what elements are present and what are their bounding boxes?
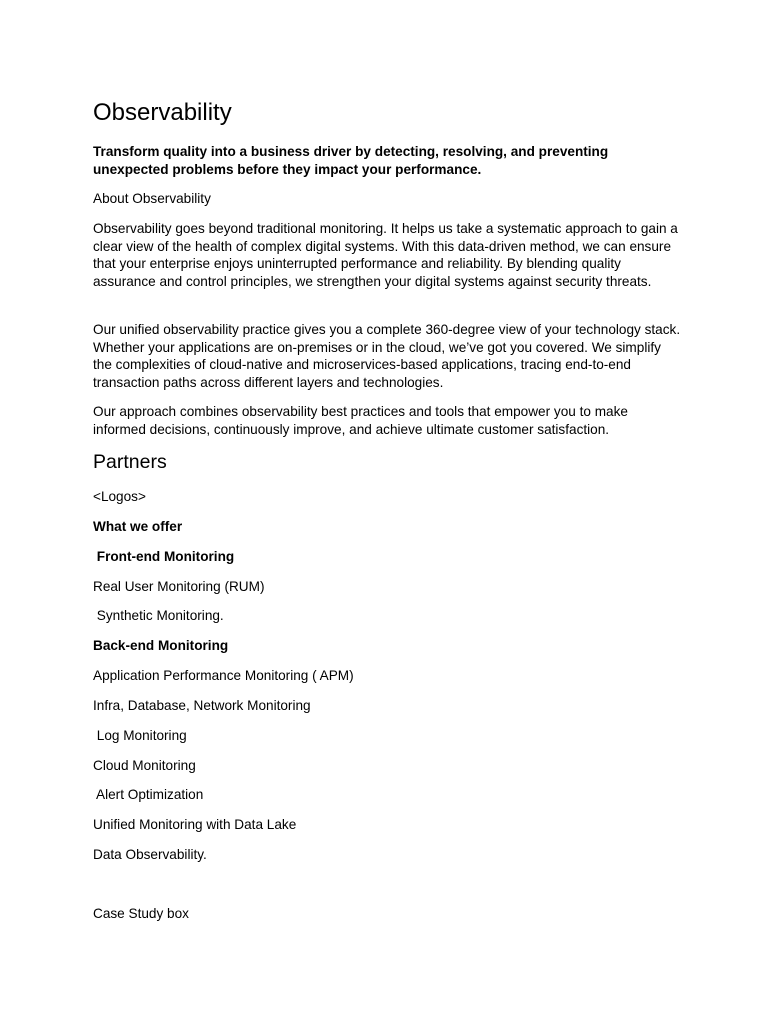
logos-placeholder: <Logos> bbox=[93, 489, 146, 504]
list-item: Unified Monitoring with Data Lake bbox=[93, 817, 297, 832]
list-item: Data Observability. bbox=[93, 847, 207, 862]
list-item: Cloud Monitoring bbox=[93, 758, 196, 773]
body-paragraph: Our approach combines observability best practices and tools that empower you to make informed decisions, continuously improve, and achieve ultimate customer satisfaction. bbox=[93, 404, 628, 437]
list-item: Application Performance Monitoring ( APM) bbox=[93, 668, 354, 683]
frontend-heading: Front-end Monitoring bbox=[93, 549, 235, 564]
page-title: Observability bbox=[93, 99, 232, 126]
list-item: Infra, Database, Network Monitoring bbox=[93, 698, 311, 713]
list-item: Log Monitoring bbox=[93, 728, 187, 743]
partners-heading: Partners bbox=[93, 451, 167, 473]
backend-heading: Back-end Monitoring bbox=[93, 638, 229, 653]
case-study-box: Case Study box bbox=[93, 906, 189, 921]
lead-paragraph: Transform quality into a business driver by detecting, resolving, and preventing unexpected problems before they impact your performance. bbox=[93, 144, 609, 177]
list-item: Synthetic Monitoring. bbox=[93, 608, 224, 623]
about-heading: About Observability bbox=[93, 191, 211, 206]
body-paragraph: Our unified observability practice gives you a complete 360-degree view of your technology stack. Whether your applications are on-premises or in the cloud, we’ve got you covered. We simplify the complexities of cloud-native and microservices-based applications, tracing end-to-end transaction paths across different layers and technologies. bbox=[93, 322, 681, 391]
offer-heading: What we offer bbox=[93, 519, 183, 534]
list-item: Alert Optimization bbox=[93, 787, 204, 802]
list-item: Real User Monitoring (RUM) bbox=[93, 579, 265, 594]
body-paragraph: Observability goes beyond traditional monitoring. It helps us take a systematic approach to gain a clear view of the health of complex digital systems. With this data-driven method, we can ensure that your enterprise enjoys uninterrupted performance and reliability. By blending quality assurance and control principles, we strengthen your digital systems against security threats. bbox=[93, 221, 678, 290]
